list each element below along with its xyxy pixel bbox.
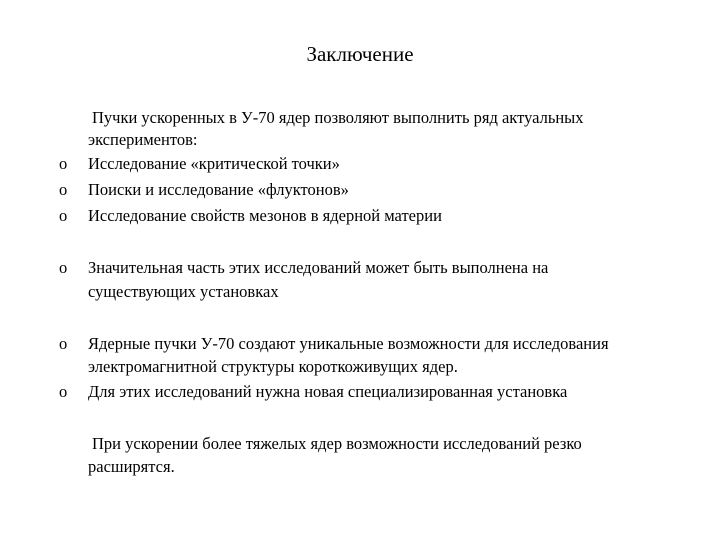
bullet-icon: o <box>59 382 68 401</box>
list-item: Поиски и исследование «флуктонов» <box>88 180 349 199</box>
list-item-line-1: Ядерные пучки У-70 создают уникальные возможности для исследования <box>88 334 609 353</box>
conclusion-line-1: При ускорении более тяжелых ядер возможности исследований резко <box>92 434 582 453</box>
list-item-line-2: электромагнитной структуры короткоживущих ядер. <box>88 357 458 376</box>
list-item: Исследование свойств мезонов в ядерной материи <box>88 206 442 225</box>
title-text: Заключение <box>306 42 414 66</box>
list-item-line-1: Значительная часть этих исследований может быть выполнена на <box>88 258 549 277</box>
list-item-line-2: существующих установках <box>88 282 279 301</box>
bullet-icon: o <box>59 258 68 277</box>
bullet-icon: o <box>59 154 68 173</box>
page-title <box>0 42 720 66</box>
list-item: Исследование «критической точки» <box>88 154 340 173</box>
bullet-icon: o <box>59 334 68 353</box>
list-item: Для этих исследований нужна новая специализированная установка <box>88 382 568 401</box>
bullet-icon: o <box>59 206 68 225</box>
conclusion-line-2: расширятся. <box>88 457 175 476</box>
intro-line-1: Пучки ускоренных в У-70 ядер позволяют выполнить ряд актуальных <box>92 108 584 127</box>
intro-line-2: экспериментов: <box>88 130 198 149</box>
bullet-icon: o <box>59 180 68 199</box>
